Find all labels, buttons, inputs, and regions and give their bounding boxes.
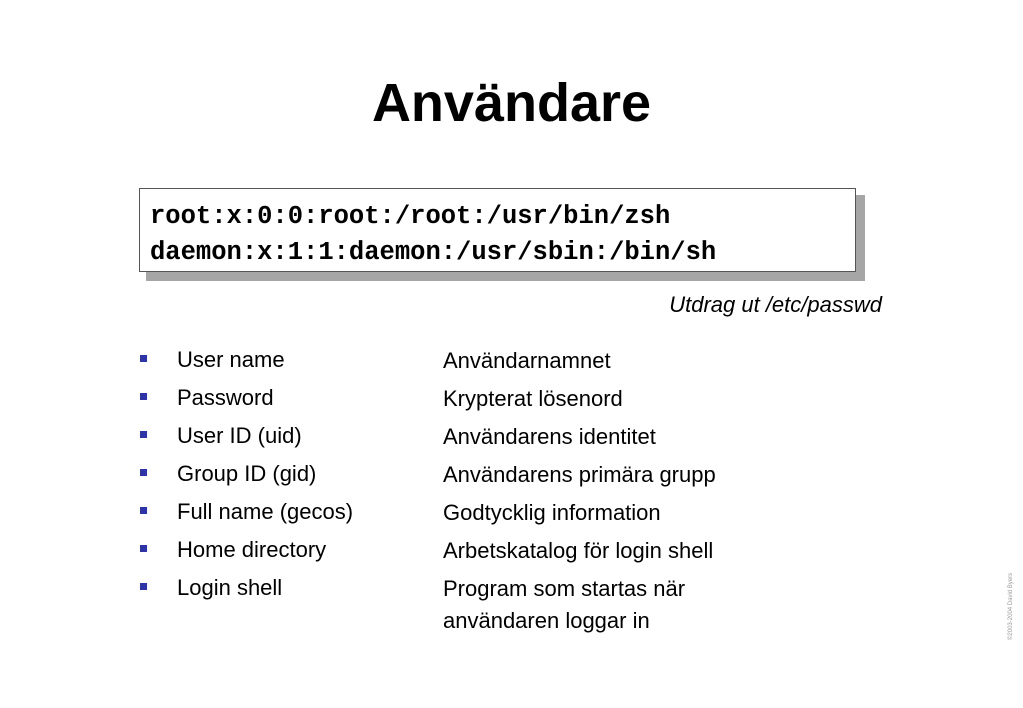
slide-title: Användare (371, 73, 652, 133)
field-description: Godtycklig information (443, 500, 661, 525)
copyright-footer: ©2003-2004 David Byers (1008, 572, 1014, 640)
square-bullet-icon (140, 393, 147, 400)
field-description-line: användaren loggar in (443, 608, 650, 633)
list-item (0, 459, 1023, 497)
passwd-field-list (0, 345, 1023, 643)
field-term: User name (177, 347, 285, 372)
field-description-line: Program som startas när (443, 576, 686, 601)
field-term: Group ID (gid) (177, 461, 317, 486)
field-term: Home directory (177, 537, 327, 562)
square-bullet-icon (140, 469, 147, 476)
field-description: Användarens primära grupp (443, 462, 716, 487)
field-term: Password (177, 385, 274, 410)
square-bullet-icon (140, 507, 147, 514)
list-item (0, 383, 1023, 421)
field-description: Användarnamnet (443, 348, 611, 373)
field-description: Arbetskatalog för login shell (443, 538, 714, 563)
field-term: User ID (uid) (177, 423, 302, 448)
square-bullet-icon (140, 355, 147, 362)
square-bullet-icon (140, 431, 147, 438)
field-term: Login shell (177, 575, 283, 600)
code-caption: Utdrag ut /etc/passwd (669, 292, 882, 317)
list-item (0, 421, 1023, 459)
list-item (0, 345, 1023, 383)
field-description (443, 573, 685, 637)
list-item (0, 535, 1023, 573)
list-item (0, 497, 1023, 535)
list-item (0, 573, 1023, 643)
field-description: Krypterat lösenord (443, 386, 623, 411)
field-description: Användarens identitet (443, 424, 656, 449)
passwd-line-daemon: daemon:x:1:1:daemon:/usr/sbin:/bin/sh (150, 238, 717, 267)
passwd-excerpt-box (139, 188, 856, 272)
passwd-line-root: root:x:0:0:root:/root:/usr/bin/zsh (150, 202, 671, 231)
square-bullet-icon (140, 583, 147, 590)
field-term: Full name (gecos) (177, 499, 354, 524)
square-bullet-icon (140, 545, 147, 552)
